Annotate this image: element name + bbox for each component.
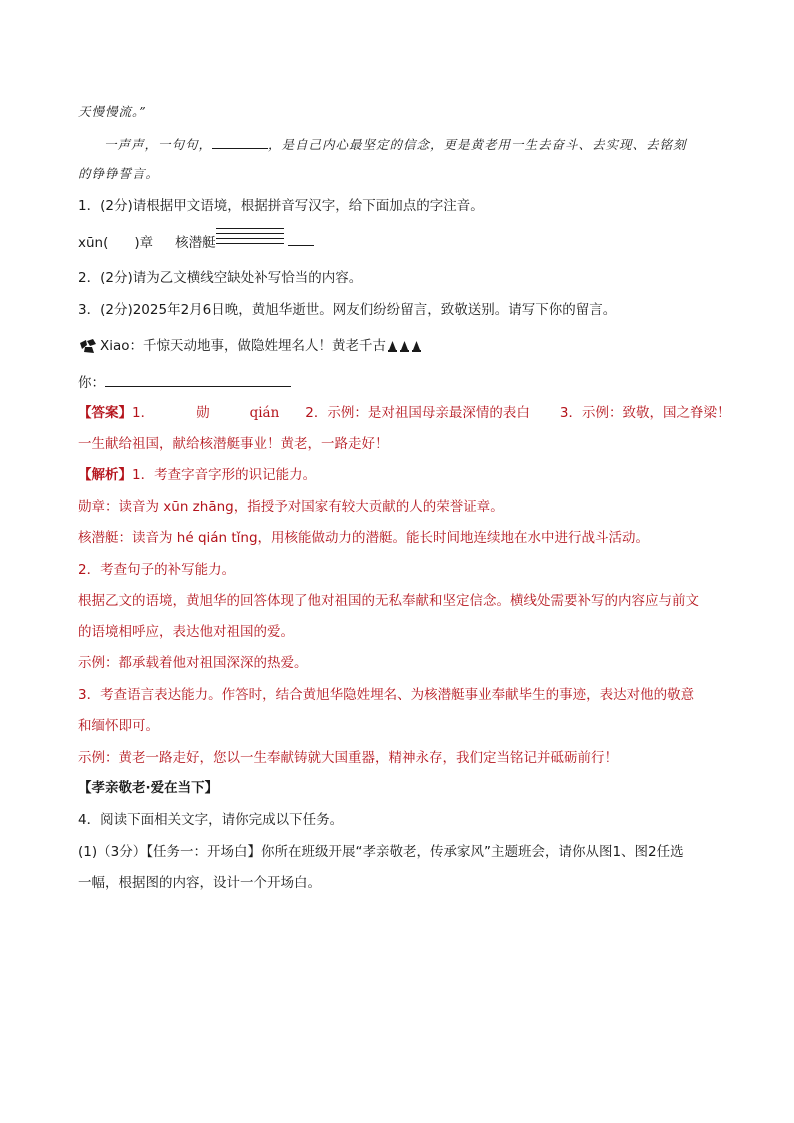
passage-blank[interactable] — [212, 134, 268, 149]
analysis-1-term: 勋章：读音为 xūn zhāng，指授予对国家有较大贡献的人的荣誉证章。 — [78, 499, 504, 515]
comment-line — [78, 336, 422, 356]
avatar-icon — [78, 337, 98, 355]
analysis-2: 2．考查句子的补写能力。 — [78, 562, 236, 578]
analysis-1-text: 1．考查字音字形的识记能力。 — [132, 467, 317, 483]
answer-blank[interactable] — [288, 245, 314, 246]
analysis-1-term2: 核潜艇：读音为 hé qián tǐng，用核能做动力的潜艇。能长时间地连续地在水中进行战斗活动。 — [78, 530, 650, 546]
reply-line — [78, 372, 291, 393]
analysis-3-cont: 和缅怀即可。 — [78, 718, 159, 734]
answer-1a: 勋 — [196, 405, 210, 421]
pray-icon — [399, 340, 410, 352]
question-2: 2．(2分)请为乙文横线空缺处补写恰当的内容。 — [78, 270, 363, 286]
question-4: 4．阅读下面相关文字，请你完成以下任务。 — [78, 812, 344, 828]
pinyin-text: xūn( — [78, 235, 109, 251]
pinyin-close: )章 — [134, 235, 154, 251]
answer-line — [78, 403, 730, 423]
analysis-2-example: 示例：都承载着他对祖国深深的热爱。 — [78, 655, 308, 671]
answer-3: 3．示例：致敬，国之脊梁！ — [559, 405, 731, 421]
you-label: 你： — [78, 375, 105, 391]
passage-line-2: 的铮铮誓言。 — [78, 166, 160, 181]
analysis-3: 3．考查语言表达能力。作答时，结合黄旭华隐姓埋名、为核潜艇事业奉献毕生的事迹，表达对他的敬意 — [78, 687, 695, 703]
passage-line-1 — [104, 134, 687, 155]
question-1: 1．(2分)请根据甲文语境，根据拼音写汉字，给下面加点的字注音。 — [78, 198, 484, 214]
answer-2: 2．示例：是对祖国母亲最深情的表白 — [305, 405, 530, 421]
analysis-3-example: 示例：黄老一路走好，您以一生奉献铸就大国重器，精神永存，我们定当铭记并砥砺前行！ — [78, 750, 618, 766]
question-4-1-cont: 一幅，根据图的内容，设计一个开场白。 — [78, 875, 321, 891]
comment-user: Xiao： — [100, 338, 144, 354]
pray-icon — [411, 340, 422, 352]
analysis-2-text2: 的语境相呼应，表达他对祖国的爱。 — [78, 624, 294, 640]
answer-3-cont: 一生献给祖国，献给核潜艇事业！黄老，一路走好！ — [78, 436, 389, 452]
word-text: 核潜艇 — [175, 235, 216, 251]
answer-1: 1． — [132, 405, 155, 421]
passage-line-0: 天慢慢流。” — [78, 104, 147, 119]
reply-blank[interactable] — [105, 372, 291, 387]
passage-text: 一声声，一句句， — [104, 137, 213, 152]
section-title: 【孝亲敬老·爱在当下】 — [78, 780, 219, 796]
pray-icon — [387, 340, 398, 352]
comment-text: 千惊天动地事，做隐姓埋名人！黄老千古 — [143, 338, 387, 354]
question-1-items — [78, 233, 216, 253]
question-3: 3．(2分)2025年2月6日晚，黄旭华逝世。网友们纷纷留言，致敬送别。请写下你的留言。 — [78, 302, 617, 318]
passage-text: ，是自己内心最坚定的信念，更是黄老用一生去奋斗、去实现、去铭刻 — [268, 137, 687, 152]
stacked-blank-lines[interactable] — [216, 226, 284, 248]
analysis-2-text1: 根据乙文的语境，黄旭华的回答体现了他对祖国的无私奉献和坚定信念。横线处需要补写的内容应与前文 — [78, 593, 699, 609]
question-4-1: (1)（3分）【任务一：开场白】你所在班级开展“孝亲敬老，传承家风”主题班会，请你从图1、图2任选 — [78, 844, 684, 860]
answer-tag: 【答案】 — [78, 405, 132, 421]
answer-1b: qián — [249, 405, 280, 421]
analysis-1 — [78, 465, 316, 485]
analysis-tag: 【解析】 — [78, 467, 132, 483]
